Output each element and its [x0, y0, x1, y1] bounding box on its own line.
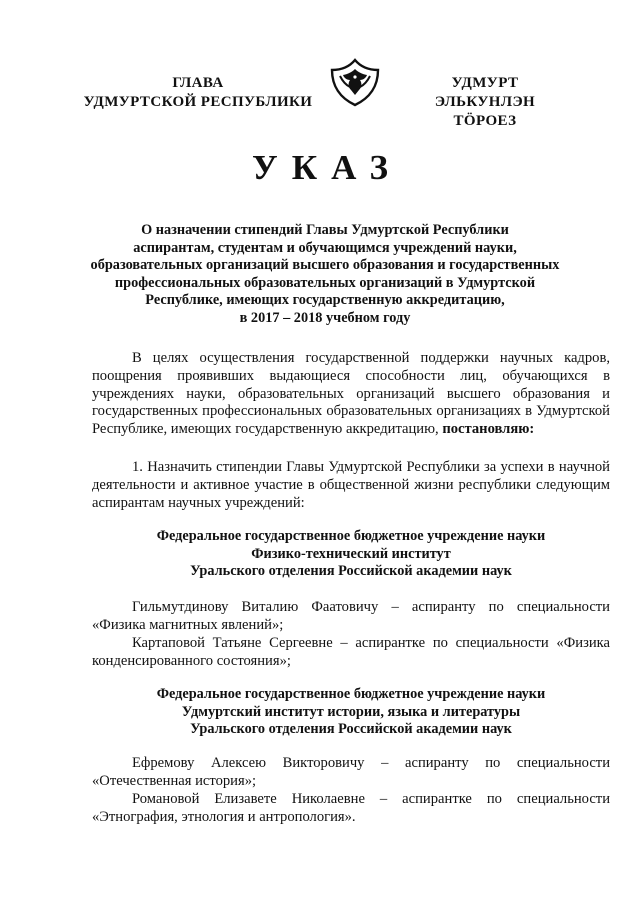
org-2-heading	[92, 686, 610, 739]
org-1-line1: Федеральное государственное бюджетное учреждение науки	[156, 528, 546, 544]
org-2-line1: Федеральное государственное бюджетное учреждение науки	[156, 686, 546, 702]
header-right-line2: ТӦРОЕЗ	[453, 113, 517, 129]
org-2-entry: Ефремову Алексею Викторовичу – аспиранту по специальности «Отечественная история»;	[92, 755, 610, 789]
header-left-line2: УДМУРТСКОЙ РЕСПУБЛИКИ	[83, 94, 313, 110]
org-1-heading	[92, 528, 610, 581]
org-1-entry: Гильмутдинову Виталию Фаатовичу – аспиранту по специальности «Физика магнитных явлений»;	[92, 599, 610, 633]
org-2-entry: Романовой Елизавете Николаевне – аспирантке по специальности «Этнография, этнология и антропология».	[92, 791, 610, 825]
org-1-entry: Картаповой Татьяне Сергеевне – аспирантке по специальности «Физика конденсированного состояния»;	[92, 635, 610, 669]
title-line: образовательных организаций высшего образования и государственных	[90, 257, 560, 273]
title-line: профессиональных образовательных организаций в Удмуртской	[114, 274, 536, 291]
title-line: в 2017 – 2018 учебном году	[239, 309, 411, 326]
item-1-paragraph: 1. Назначить стипендии Главы Удмуртской Республики за успехи в научной деятельности и активное участие в общественной жизни республики следующим аспирантам научных учреждений:	[92, 459, 610, 511]
preamble-text: В целях осуществления государственной поддержки научных кадров, поощрения проявивших выдающиеся способности лиц, обучающихся в учреждениях науки, образовательных организаций высшего образования и государственных профессиональных образовательных организациях в Удмуртской Республике, имеющих государственную аккредитацию,	[92, 350, 610, 438]
org-2-line2: Удмуртский институт истории, языка и литературы	[181, 703, 521, 720]
coat-of-arms-icon	[328, 56, 382, 108]
document-title	[90, 222, 560, 327]
title-line: О назначении стипендий Главы Удмуртской Республики	[141, 222, 509, 238]
header-right	[400, 74, 570, 131]
preamble-paragraph	[92, 350, 610, 439]
header-left	[82, 74, 314, 112]
org-1-line2: Физико-технический институт	[251, 545, 451, 562]
header-left-line1: ГЛАВА	[172, 75, 224, 91]
title-line: аспирантам, студентам и обучающимся учреждений науки,	[133, 239, 517, 256]
org-2-line3: Уральского отделения Российской академии наук	[190, 721, 512, 738]
title-line: Республике, имеющих государственную аккредитацию,	[145, 292, 505, 308]
document-type: УКАЗ	[252, 148, 402, 187]
decree-word: постановляю:	[442, 421, 535, 438]
header-right-line1: УДМУРТ ЭЛЬКУНЛЭН	[434, 75, 536, 110]
org-1-line3: Уральского отделения Российской академии наук	[190, 563, 512, 580]
